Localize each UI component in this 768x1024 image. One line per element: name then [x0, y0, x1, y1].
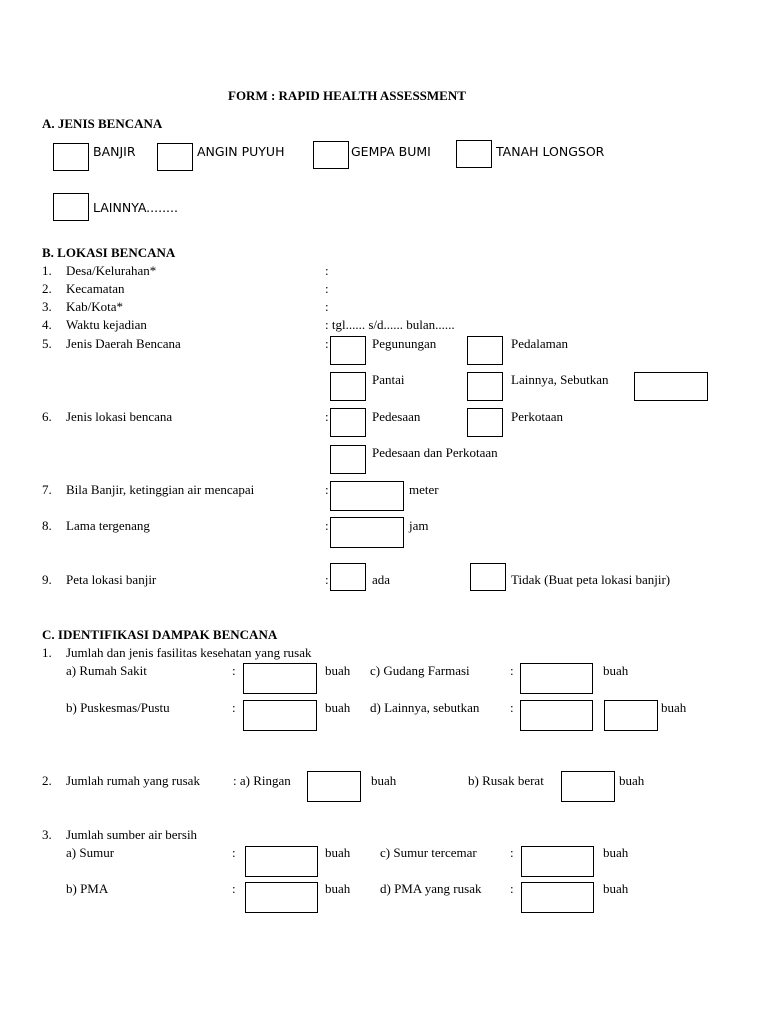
pma-input[interactable] — [245, 882, 318, 913]
waktu-kejadian-label: Waktu kejadian — [66, 317, 147, 332]
ketinggian-air-input[interactable] — [330, 481, 404, 511]
rumah-sakit-label: a) Rumah Sakit — [66, 663, 147, 678]
lainnya-daerah-input[interactable] — [634, 372, 708, 401]
colon: : — [232, 845, 236, 860]
colon: : — [232, 700, 236, 715]
puskesmas-label: b) Puskesmas/Pustu — [66, 700, 170, 715]
buah-unit: buah — [371, 773, 397, 788]
perkotaan-checkbox[interactable] — [467, 408, 503, 437]
pedesaan-perkotaan-checkbox[interactable] — [330, 445, 366, 474]
pantai-label: Pantai — [372, 372, 405, 387]
colon: : — [510, 700, 514, 715]
kecamatan-label: Kecamatan — [66, 281, 125, 296]
item-number: 2. — [42, 281, 52, 296]
peta-tidak-label: Tidak (Buat peta lokasi banjir) — [511, 572, 671, 587]
buah-unit: buah — [325, 700, 351, 715]
waktu-kejadian-value: : tgl...... s/d...... bulan...... — [325, 317, 455, 332]
perkotaan-label: Perkotaan — [511, 409, 563, 424]
lainnya-fasilitas-input[interactable] — [520, 700, 593, 731]
colon: : — [510, 663, 514, 678]
pegunungan-label: Pegunungan — [372, 336, 437, 351]
item-number: 1. — [42, 263, 52, 278]
banjir-label: BANJIR — [93, 144, 136, 159]
buah-unit: buah — [603, 663, 629, 678]
item-number: 6. — [42, 409, 52, 424]
buah-unit: buah — [325, 845, 351, 860]
jenis-daerah-label: Jenis Daerah Bencana — [66, 336, 181, 351]
section-b-heading: B. LOKASI BENCANA — [42, 245, 176, 260]
buah-unit: buah — [619, 773, 645, 788]
colon: : — [232, 881, 236, 896]
pantai-checkbox[interactable] — [330, 372, 366, 401]
item-number: 7. — [42, 482, 52, 497]
pedalaman-label: Pedalaman — [511, 336, 569, 351]
peta-ada-label: ada — [372, 572, 391, 587]
rusak-berat-input[interactable] — [561, 771, 615, 802]
pedesaan-label: Pedesaan — [372, 409, 421, 424]
buah-unit: buah — [603, 881, 629, 896]
pma-rusak-input[interactable] — [521, 882, 594, 913]
tanah-longsor-checkbox[interactable] — [456, 140, 492, 168]
lainnya-fasilitas-label: d) Lainnya, sebutkan — [370, 700, 480, 715]
peta-lokasi-colon: : — [325, 572, 329, 587]
gempa-bumi-label: GEMPA BUMI — [351, 144, 431, 159]
buah-unit: buah — [325, 881, 351, 896]
ketinggian-air-colon: : — [325, 482, 329, 497]
ketinggian-air-label: Bila Banjir, ketinggian air mencapai — [66, 482, 255, 497]
peta-ada-checkbox[interactable] — [330, 563, 366, 591]
rusak-berat-label: b) Rusak berat — [468, 773, 544, 788]
item-number: 2. — [42, 773, 52, 788]
item-number: 3. — [42, 299, 52, 314]
colon: : — [232, 663, 236, 678]
kecamatan-value: : — [325, 281, 329, 296]
peta-tidak-checkbox[interactable] — [470, 563, 506, 591]
peta-lokasi-label: Peta lokasi banjir — [66, 572, 157, 587]
lama-tergenang-label: Lama tergenang — [66, 518, 150, 533]
lainnya-daerah-checkbox[interactable] — [467, 372, 503, 401]
form-title: FORM : RAPID HEALTH ASSESSMENT — [228, 88, 466, 103]
angin-puyuh-checkbox[interactable] — [157, 143, 193, 171]
section-a-heading: A. JENIS BENCANA — [42, 116, 163, 131]
item-number: 9. — [42, 572, 52, 587]
gudang-farmasi-input[interactable] — [520, 663, 593, 694]
jenis-daerah-colon: : — [325, 336, 329, 351]
desa-kelurahan-value: : — [325, 263, 329, 278]
sumber-air-label: Jumlah sumber air bersih — [66, 827, 198, 842]
angin-puyuh-label: ANGIN PUYUH — [197, 144, 285, 159]
lainnya-label: LAINNYA........ — [93, 200, 178, 215]
section-c-heading: C. IDENTIFIKASI DAMPAK BENCANA — [42, 627, 278, 642]
item-number: 4. — [42, 317, 52, 332]
meter-unit: meter — [409, 482, 439, 497]
ringan-label: : a) Ringan — [233, 773, 291, 788]
puskesmas-input[interactable] — [243, 700, 317, 731]
sumur-tercemar-label: c) Sumur tercemar — [380, 845, 477, 860]
kab-kota-value: : — [325, 299, 329, 314]
fasilitas-kesehatan-label: Jumlah dan jenis fasilitas kesehatan yang rusak — [66, 645, 312, 660]
pma-rusak-label: d) PMA yang rusak — [380, 881, 482, 896]
pegunungan-checkbox[interactable] — [330, 336, 366, 365]
lama-tergenang-input[interactable] — [330, 517, 404, 548]
item-number: 8. — [42, 518, 52, 533]
lainnya-checkbox[interactable] — [53, 193, 89, 221]
item-number: 5. — [42, 336, 52, 351]
sumur-tercemar-input[interactable] — [521, 846, 594, 877]
banjir-checkbox[interactable] — [53, 143, 89, 171]
rumah-sakit-input[interactable] — [243, 663, 317, 694]
buah-unit: buah — [325, 663, 351, 678]
jenis-lokasi-colon: : — [325, 409, 329, 424]
jenis-lokasi-label: Jenis lokasi bencana — [66, 409, 173, 424]
sumur-input[interactable] — [245, 846, 318, 877]
gudang-farmasi-label: c) Gudang Farmasi — [370, 663, 470, 678]
item-number: 3. — [42, 827, 52, 842]
gempa-bumi-checkbox[interactable] — [313, 141, 349, 169]
colon: : — [510, 881, 514, 896]
pedalaman-checkbox[interactable] — [467, 336, 503, 365]
jam-unit: jam — [409, 518, 429, 533]
sumur-label: a) Sumur — [66, 845, 115, 860]
lama-tergenang-colon: : — [325, 518, 329, 533]
rumah-rusak-label: Jumlah rumah yang rusak — [66, 773, 200, 788]
item-number: 1. — [42, 645, 52, 660]
colon: : — [510, 845, 514, 860]
lainnya-daerah-label: Lainnya, Sebutkan — [511, 372, 609, 387]
kab-kota-label: Kab/Kota* — [66, 299, 124, 314]
pedesaan-checkbox[interactable] — [330, 408, 366, 437]
buah-unit: buah — [661, 700, 687, 715]
lainnya-fasilitas-jumlah-input[interactable] — [604, 700, 658, 731]
pma-label: b) PMA — [66, 881, 109, 896]
tanah-longsor-label: TANAH LONGSOR — [496, 144, 605, 159]
buah-unit: buah — [603, 845, 629, 860]
ringan-input[interactable] — [307, 771, 361, 802]
desa-kelurahan-label: Desa/Kelurahan* — [66, 263, 157, 278]
pedesaan-perkotaan-label: Pedesaan dan Perkotaan — [372, 445, 498, 460]
